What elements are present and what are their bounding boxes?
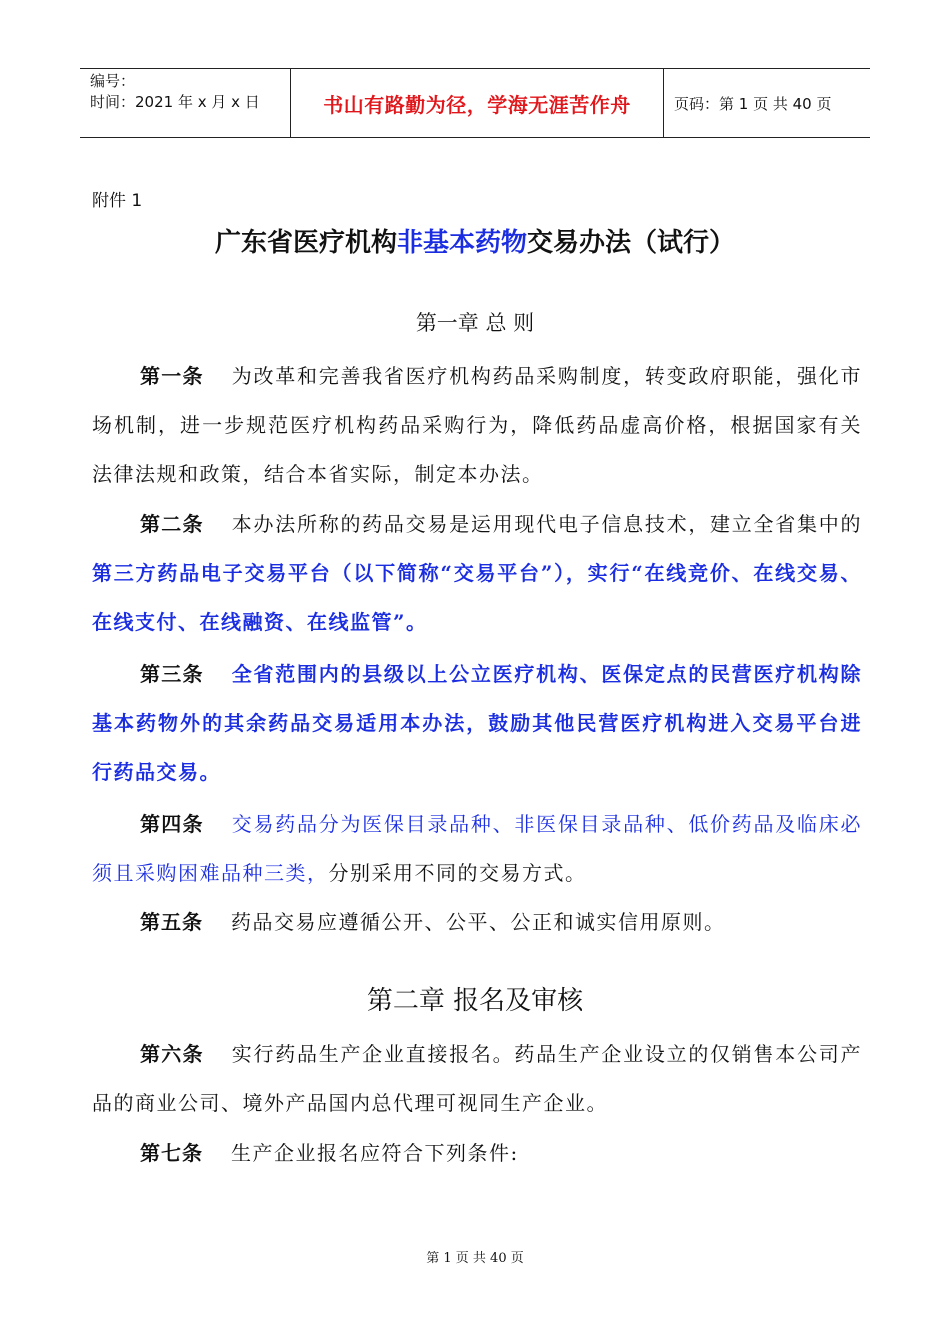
document-title (0, 222, 950, 259)
title-part1: 广东省医疗机构 (214, 228, 397, 258)
title-part2: 交易办法（试行） (527, 228, 736, 258)
article-text: 药品交易应遵循公开、公平、公正和诚实信用原则。 (231, 910, 726, 934)
article-7 (92, 1129, 862, 1178)
header-number: 编号： (90, 72, 136, 90)
article-text-highlight: 全省范围内的县级以上公立医疗机构、医保定点的民营医疗机构除基本药物外的其余药品交易适用本办法，鼓励其他民营医疗机构进入交易平台进行药品交易。 (92, 662, 863, 784)
article-label: 第二条 (140, 512, 204, 536)
article-2 (92, 500, 862, 647)
article-text: 实行药品生产企业直接报名。药品生产企业设立的仅销售本公司产品的商业公司、境外产品国内总代理可视同生产企业。 (92, 1042, 863, 1115)
article-4 (92, 800, 862, 898)
article-label: 第一条 (140, 364, 204, 388)
article-3 (92, 650, 862, 797)
article-label: 第六条 (140, 1042, 204, 1066)
article-label: 第五条 (140, 910, 203, 934)
article-6 (92, 1030, 862, 1128)
title-highlight: 非基本药物 (396, 228, 527, 258)
header-meta (80, 69, 291, 137)
page-header (80, 68, 870, 138)
chapter-1-heading: 第一章 总 则 (415, 311, 535, 335)
article-label: 第七条 (140, 1141, 203, 1165)
article-text: 分别采用不同的交易方式。 (328, 861, 587, 885)
article-5 (92, 898, 862, 947)
header-time: 时间：2021 年 x 月 x 日 (90, 93, 260, 111)
article-text: 生产企业报名应符合下列条件: (231, 1141, 519, 1165)
article-text-highlight: 第三方药品电子交易平台（以下简称“交易平台”），实行“在线竞价、在线交易、在线支付、在线融资、在线监管”。 (92, 561, 862, 634)
article-label: 第三条 (140, 662, 204, 686)
header-motto: 书山有路勤为径，学海无涯苦作舟 (291, 69, 664, 137)
chapter-2-heading: 第二章 报名及审核 (366, 986, 584, 1016)
article-text-highlight: 交易药品分为医保目录品种、非医保目录品种、低价药品及临床必须且采购困难品种三类， (92, 812, 863, 885)
attachment-label: 附件 1 (92, 191, 143, 211)
article-1 (92, 352, 862, 499)
page-footer: 第 1 页 共 40 页 (426, 1251, 524, 1266)
article-text: 本办法所称的药品交易是运用现代电子信息技术，建立全省集中的 (231, 512, 863, 536)
article-text: 为改革和完善我省医疗机构药品采购制度，转变政府职能，强化市场机制，进一步规范医疗机构药品采购行为，降低药品虚高价格，根据国家有关法律法规和政策，结合本省实际，制定本办法。 (92, 364, 863, 486)
article-label: 第四条 (140, 812, 204, 836)
header-page-info: 页码：第 1 页 共 40 页 (674, 94, 832, 113)
